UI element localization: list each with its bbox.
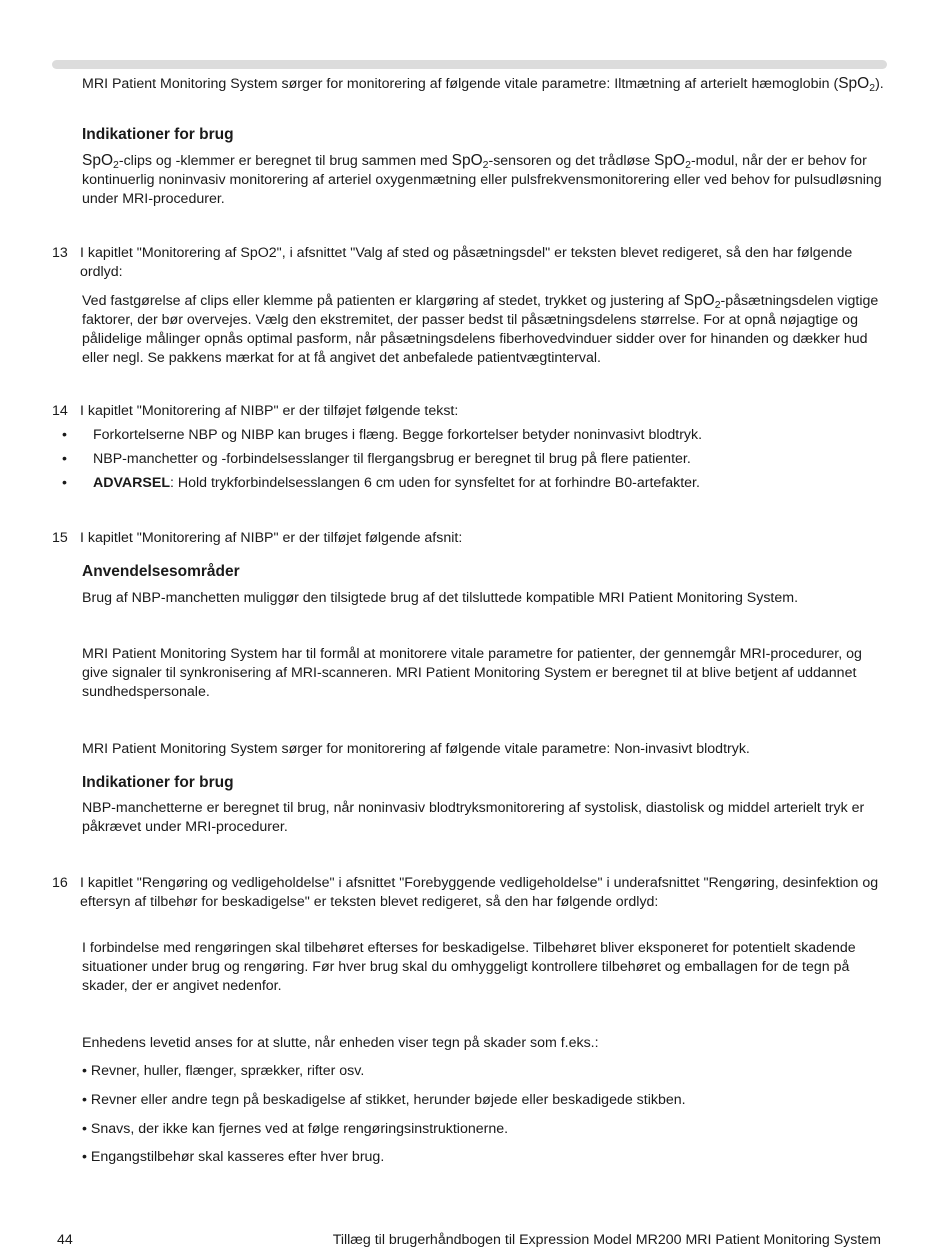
indications-paragraph: SpO$_2$-clips og -klemmer er beregnet til brug sammen med SpO$_2$-sensoren og det trådløse SpO$_2$-modul, når der er behov for kontinuerlig noninvasiv monitorering af arteriel oxygenmætning eller pulsfrekvensmonitorering eller ved behov for pulsudløsning under MRI-procedurer.: [82, 152, 882, 207]
item-16-intro: I kapitlet "Rengøring og vedligeholdelse" i afsnittet "Forebyggende vedligeholdelse" i underafsnittet "Rengøring, desinfektion og eftersyn af tilbehør for beskadigelse" er teksten blevet redigeret, så den har følgende ordlyd:: [80, 875, 879, 910]
item-16-paragraph-2: Enhedens levetid anses for at slutte, når enheden viser tegn på skader som f.eks.:: [82, 1035, 599, 1051]
page-number: 44: [57, 1232, 73, 1248]
item-15-paragraph-1: Brug af NBP-manchetten muliggør den tilsigtede brug af det tilsluttede kompatible MRI Patient Monitoring System.: [82, 590, 799, 606]
item-14-bullet-1: Forkortelserne NBP og NIBP kan bruges i flæng. Begge forkortelser betyder noninvasivt blodtryk.: [93, 427, 703, 443]
item-number-16: 16: [52, 875, 68, 891]
item-number-14: 14: [52, 403, 68, 419]
item-14-intro: I kapitlet "Monitorering af NIBP" er der tilføjet følgende tekst:: [80, 403, 459, 419]
list-item: • Revner eller andre tegn på beskadigelse af stikket, herunder bøjede eller beskadigede stikben.: [82, 1092, 686, 1108]
item-13-intro: I kapitlet "Monitorering af SpO2", i afsnittet "Valg af sted og påsætningsdel" er teksten blevet redigeret, så den har følgende ordlyd:: [80, 245, 853, 280]
item-number-15: 15: [52, 530, 68, 546]
item-13-body: Ved fastgørelse af clips eller klemme på patienten er klargøring af stedet, trykket og justering af SpO$_2$-påsætningsdelen vigtige faktorer, der bør overvejes. Vælg den ekstremitet, der passer bedst til påsætningsdelens størrelse. For at opnå nøjagtige og pålidelige målinger opnås optimal pasform, når påsætningsdelens fiberhovedvinduer sidder over for hinanden og dækker hud eller negl. Se pakkens mærkat for at få angivet det anbefalede patientvægtinterval.: [82, 292, 879, 366]
bullet-icon: •: [62, 475, 67, 491]
list-item: • Revner, huller, flænger, sprækker, rifter osv.: [82, 1063, 365, 1079]
header-rule: [52, 60, 887, 69]
bullet-icon: •: [62, 427, 67, 443]
list-item: • Engangstilbehør skal kasseres efter hver brug.: [82, 1149, 385, 1165]
bullet-icon: •: [62, 451, 67, 467]
item-15-intro: I kapitlet "Monitorering af NIBP" er der tilføjet følgende afsnit:: [80, 530, 463, 546]
item-15-paragraph-4: NBP-manchetterne er beregnet til brug, når noninvasiv blodtryksmonitorering af systolisk, diastolisk og middel arterielt tryk er påkrævet under MRI-procedurer.: [82, 800, 865, 835]
application-areas-heading: Anvendelsesområder: [82, 563, 240, 580]
item-15-paragraph-2: MRI Patient Monitoring System har til formål at monitorere vitale parametre for patienter, der gennemgår MRI-procedurer, og give signaler til synkronisering af MRI-scanneren. MRI Patient Monitoring System er beregnet til at blive betjent af uddannet sundhedspersonale.: [82, 646, 862, 700]
item-16-paragraph-1: I forbindelse med rengøringen skal tilbehøret efterses for beskadigelse. Tilbehøret bliver eksponeret for potentielt skadende situationer under brug og rengøring. Før hver brug skal du omhyggeligt kontrollere tilbehøret og emballagen for de tegn på skader, der er angivet nedenfor.: [82, 940, 856, 994]
footer-title: Tillæg til brugerhåndbogen til Expression Model MR200 MRI Patient Monitoring System: [332, 1232, 881, 1248]
indications-heading-2: Indikationer for brug: [82, 774, 234, 791]
item-number-13: 13: [52, 245, 68, 261]
item-14-bullet-2: NBP-manchetter og -forbindelsesslanger til flergangsbrug er beregnet til brug på flere patienter.: [93, 451, 691, 467]
item-14-bullet-3: ADVARSEL: Hold trykforbindelsesslangen 6 cm uden for synsfeltet for at forhindre B0-artefakter.: [93, 475, 700, 491]
indications-heading: Indikationer for brug: [82, 126, 234, 143]
item-15-paragraph-3: MRI Patient Monitoring System sørger for monitorering af følgende vitale parametre: Non-invasivt blodtryk.: [82, 741, 750, 757]
list-item: • Snavs, der ikke kan fjernes ved at følge rengøringsinstruktionerne.: [82, 1121, 509, 1137]
intro-paragraph: MRI Patient Monitoring System sørger for monitorering af følgende vitale parametre: Iltmætning af arterielt hæmoglobin (SpO$_2$).: [82, 75, 884, 94]
